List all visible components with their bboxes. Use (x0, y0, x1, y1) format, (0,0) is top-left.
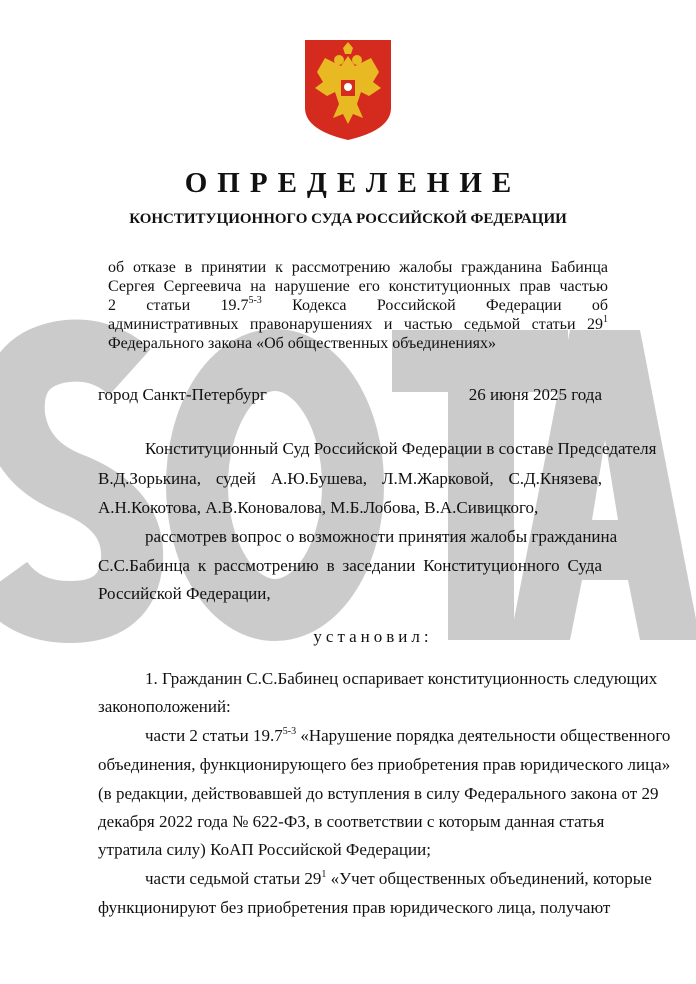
place: город Санкт-Петербург (98, 385, 267, 404)
text: Кодекса Российской Федерации об (261, 297, 609, 314)
body-line: Конституционный Суд Российской Федерации в составе Председателя (145, 439, 657, 458)
body-line: С.С.Бабинца к рассмотрению в заседании Конституционного Суда (98, 556, 602, 575)
header-line (108, 315, 608, 335)
section-line: функционируют без приобретения прав юридического лица, получают (98, 898, 611, 917)
header-line: об отказе в принятии к рассмотрению жалобы гражданина Бабинца (108, 259, 608, 276)
superscript: 5-3 (248, 295, 262, 306)
body-line: А.Н.Кокотова, А.В.Коновалова, М.Б.Лобова, В.А.Сивицкого, (98, 498, 539, 517)
section-line: законоположений: (98, 697, 231, 716)
section-line: декабря 2022 года № 622-ФЗ, в соответствии с которым данная статья (98, 812, 605, 831)
text: «Нарушение порядка деятельности общественного (296, 726, 671, 745)
text: части седьмой статьи 29 (145, 869, 322, 888)
section-line: объединения, функционирующего без приобретения прав юридического лица» (98, 755, 671, 774)
text: «Учет общественных объединений, которые (326, 869, 652, 888)
body-line: Российской Федерации, (98, 584, 271, 603)
section-line (145, 869, 652, 889)
header-line: Сергея Сергеевича на нарушение его конституционных прав частью (108, 278, 608, 295)
superscript: 1 (603, 314, 608, 325)
date: 26 июня 2025 года (468, 385, 602, 404)
superscript: 5-3 (282, 726, 297, 737)
text: административных правонарушениях и частью седьмой статьи 29 (108, 316, 603, 333)
ustanovil-heading: установил: (313, 627, 433, 646)
text: 2 статьи 19.7 (108, 297, 249, 314)
header-line (108, 296, 608, 316)
body-line: В.Д.Зорькина, судей А.Ю.Бушева, Л.М.Жарковой, С.Д.Князева, (98, 469, 602, 488)
section-line: 1. Гражданин С.С.Бабинец оспаривает конституционность следующих (145, 669, 658, 688)
section-line (145, 726, 671, 746)
section-line: (в редакции, действовавшей до вступления в силу Федерального закона от 29 (98, 784, 659, 803)
coat-of-arms-emblem (303, 38, 393, 142)
header-line: Федерального закона «Об общественных объединениях» (108, 335, 497, 352)
document-title: ОПРЕДЕЛЕНИЕ (184, 167, 522, 199)
body-line: рассмотрев вопрос о возможности принятия жалобы гражданина (145, 527, 618, 546)
document-subtitle: КОНСТИТУЦИОННОГО СУДА РОССИЙСКОЙ ФЕДЕРАЦИИ (129, 211, 567, 227)
section-line: утратила силу) КоАП Российской Федерации; (98, 840, 431, 859)
superscript: 1 (321, 869, 327, 880)
text: части 2 статьи 19.7 (145, 726, 283, 745)
